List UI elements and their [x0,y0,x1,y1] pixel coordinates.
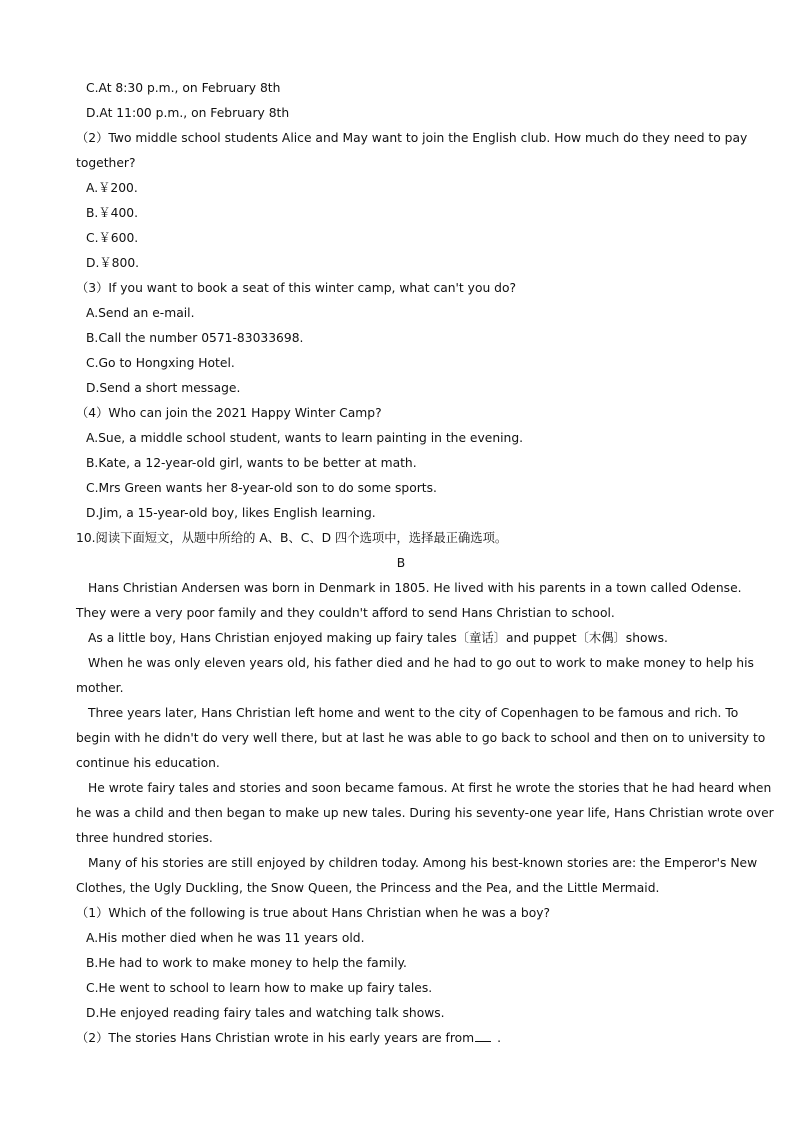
option-b: B.Kate, a 12-year-old girl, wants to be better at math. [86,456,417,470]
passage-line: mother. [76,681,124,695]
passage-line: he was a child and then began to make up new tales. During his seventy-one year life, Hans Christian wrote over [76,806,774,820]
passage-line: Many of his stories are still enjoyed by children today. Among his best-known stories are: the Emperor's New [88,856,758,870]
option-d: D.￥800. [86,256,140,270]
option-d: D.Jim, a 15-year-old boy, likes English learning. [86,506,376,520]
passage-line: three hundred stories. [76,831,213,845]
question-stem-text: （2）The stories Hans Christian wrote in his early years are from [76,1031,475,1045]
option-c: C.Go to Hongxing Hotel. [86,356,235,370]
question-stem: （1）Which of the following is true about Hans Christian when he was a boy? [76,906,551,920]
question-stem: （3）If you want to book a seat of this winter camp, what can't you do? [76,281,517,295]
option-d: D.He enjoyed reading fairy tales and watching talk shows. [86,1006,445,1020]
passage-line: They were a very poor family and they couldn't afford to send Hans Christian to school. [76,606,615,620]
passage-line: As a little boy, Hans Christian enjoyed making up fairy tales〔童话〕and puppet〔木偶〕shows. [88,631,668,645]
passage-line: begin with he didn't do very well there, but at last he was able to go back to school and then on to university to [76,731,766,745]
passage-line: Hans Christian Andersen was born in Denmark in 1805. He lived with his parents in a town called Odense. [88,581,742,595]
option-a: A.His mother died when he was 11 years old. [86,931,365,945]
section-heading: B [396,556,406,570]
question-stem: （2）Two middle school students Alice and May want to join the English club. How much do they need to pay [76,131,748,145]
option-a: A.Send an e-mail. [86,306,195,320]
option-a: A.￥200. [86,181,138,195]
answer-blank [475,1029,491,1042]
option-c: C.Mrs Green wants her 8-year-old son to do some sports. [86,481,437,495]
option-c: C.He went to school to learn how to make up fairy tales. [86,981,433,995]
option-b: B.Call the number 0571-83033698. [86,331,304,345]
question-stem: （4）Who can join the 2021 Happy Winter Camp? [76,406,382,420]
question-instruction: 10.阅读下面短文，从题中所给的 A、B、C、D 四个选项中，选择最正确选项。 [76,531,508,545]
passage-line: He wrote fairy tales and stories and soon became famous. At first he wrote the stories that he had heard when [88,781,772,795]
option-d: D.At 11:00 p.m., on February 8th [86,106,290,120]
question-stem-end: . [497,1031,502,1045]
option-c: C.At 8:30 p.m., on February 8th [86,81,281,95]
passage-line: Three years later, Hans Christian left home and went to the city of Copenhagen to be famous and rich. To [88,706,739,720]
option-b: B.He had to work to make money to help the family. [86,956,407,970]
option-d: D.Send a short message. [86,381,241,395]
passage-line: Clothes, the Ugly Duckling, the Snow Queen, the Princess and the Pea, and the Little Mermaid. [76,881,660,895]
option-b: B.￥400. [86,206,139,220]
passage-line: continue his education. [76,756,220,770]
option-a: A.Sue, a middle school student, wants to learn painting in the evening. [86,431,524,445]
passage-line: When he was only eleven years old, his father died and he had to go out to work to make money to help his [88,656,754,670]
question-stem [76,1026,726,1051]
document-page [76,76,774,1051]
option-c: C.￥600. [86,231,139,245]
question-stem-cont: together? [76,156,136,170]
